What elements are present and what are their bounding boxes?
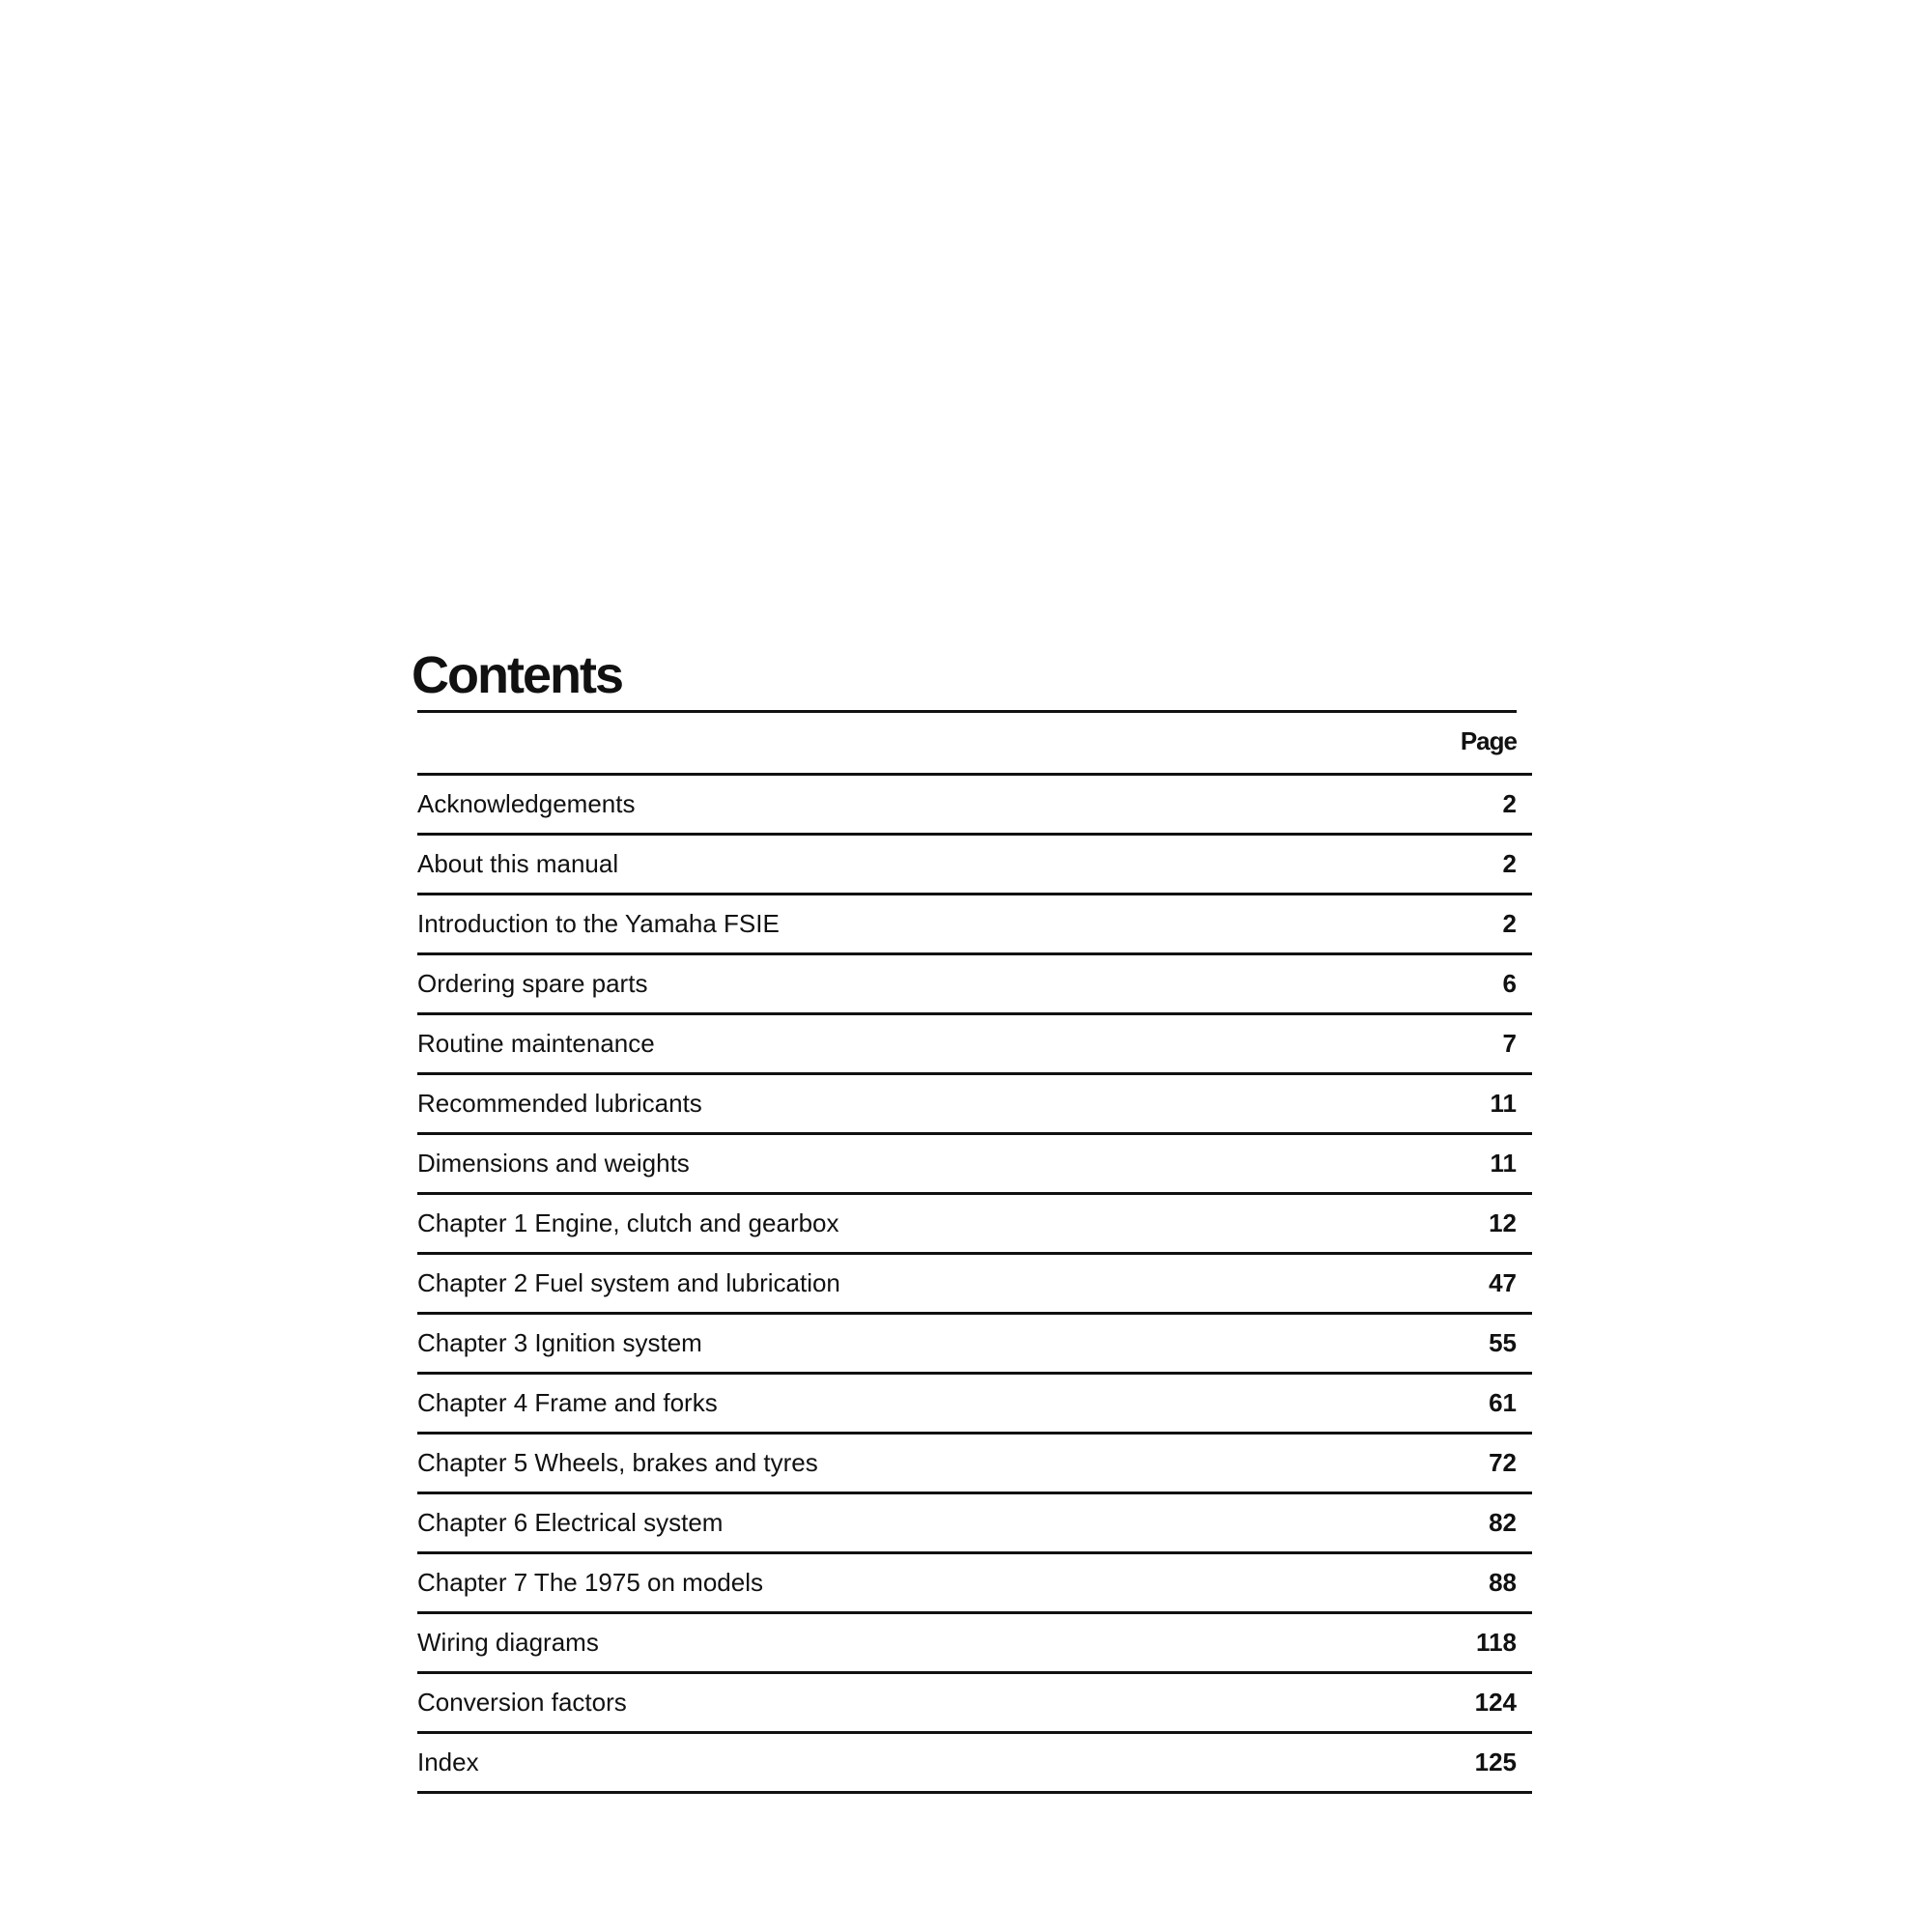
entry-page-number: 124 (1474, 1688, 1517, 1717)
entry-page-number: 72 (1489, 1448, 1517, 1477)
entry-page-number: 55 (1489, 1328, 1517, 1357)
contents-entry[interactable] (417, 1315, 1532, 1375)
contents-entry[interactable] (417, 1554, 1532, 1614)
contents-entry[interactable] (417, 895, 1532, 955)
entry-page-number: 11 (1490, 1089, 1517, 1118)
contents-entry[interactable] (417, 1734, 1532, 1794)
entry-label: Wiring diagrams (417, 1628, 599, 1657)
entry-page-number: 11 (1490, 1149, 1517, 1178)
entry-page-number: 2 (1502, 849, 1517, 878)
contents-entry[interactable] (417, 1435, 1532, 1494)
entry-page-number: 2 (1502, 909, 1517, 938)
entry-page-number: 61 (1489, 1388, 1517, 1417)
entry-page-number: 82 (1489, 1508, 1517, 1537)
contents-entry[interactable] (417, 1135, 1532, 1195)
contents-entry[interactable] (417, 1195, 1532, 1255)
entry-label: Chapter 3 Ignition system (417, 1328, 702, 1357)
contents-entry[interactable] (417, 1075, 1532, 1135)
entry-label: Dimensions and weights (417, 1149, 690, 1178)
entry-page-number: 118 (1476, 1628, 1517, 1657)
entry-label: Introduction to the Yamaha FSIE (417, 909, 780, 938)
entry-label: Chapter 7 The 1975 on models (417, 1568, 763, 1597)
entry-page-number: 6 (1502, 969, 1517, 998)
entry-label: Acknowledgements (417, 789, 636, 818)
contents-entry[interactable] (417, 1614, 1532, 1674)
entry-page-number: 7 (1502, 1029, 1517, 1058)
contents-entry[interactable] (417, 1674, 1532, 1734)
page-column-header: Page (1460, 726, 1517, 755)
contents-entry[interactable] (417, 776, 1532, 836)
entry-label: Chapter 2 Fuel system and lubrication (417, 1268, 840, 1297)
entry-label: Chapter 4 Frame and forks (417, 1388, 718, 1417)
entry-page-number: 125 (1474, 1747, 1517, 1776)
entry-label: Conversion factors (417, 1688, 627, 1717)
entry-label: About this manual (417, 849, 619, 878)
entry-page-number: 12 (1489, 1208, 1517, 1237)
contents-entry[interactable] (417, 1015, 1532, 1075)
contents-entry[interactable] (417, 1255, 1532, 1315)
contents-entry[interactable] (417, 836, 1532, 895)
entry-page-number: 47 (1489, 1268, 1517, 1297)
entry-label: Index (417, 1747, 479, 1776)
page-title: Contents (412, 646, 622, 704)
contents-entry[interactable] (417, 1494, 1532, 1554)
entry-page-number: 88 (1489, 1568, 1517, 1597)
entry-label: Chapter 1 Engine, clutch and gearbox (417, 1208, 839, 1237)
contents-entry[interactable] (417, 955, 1532, 1015)
contents-list (417, 773, 1532, 1794)
entry-label: Routine maintenance (417, 1029, 655, 1058)
entry-label: Chapter 5 Wheels, brakes and tyres (417, 1448, 818, 1477)
contents-entry[interactable] (417, 1375, 1532, 1435)
title-rule (417, 710, 1517, 713)
entry-label: Chapter 6 Electrical system (417, 1508, 724, 1537)
entry-label: Ordering spare parts (417, 969, 648, 998)
entry-page-number: 2 (1502, 789, 1517, 818)
entry-label: Recommended lubricants (417, 1089, 702, 1118)
